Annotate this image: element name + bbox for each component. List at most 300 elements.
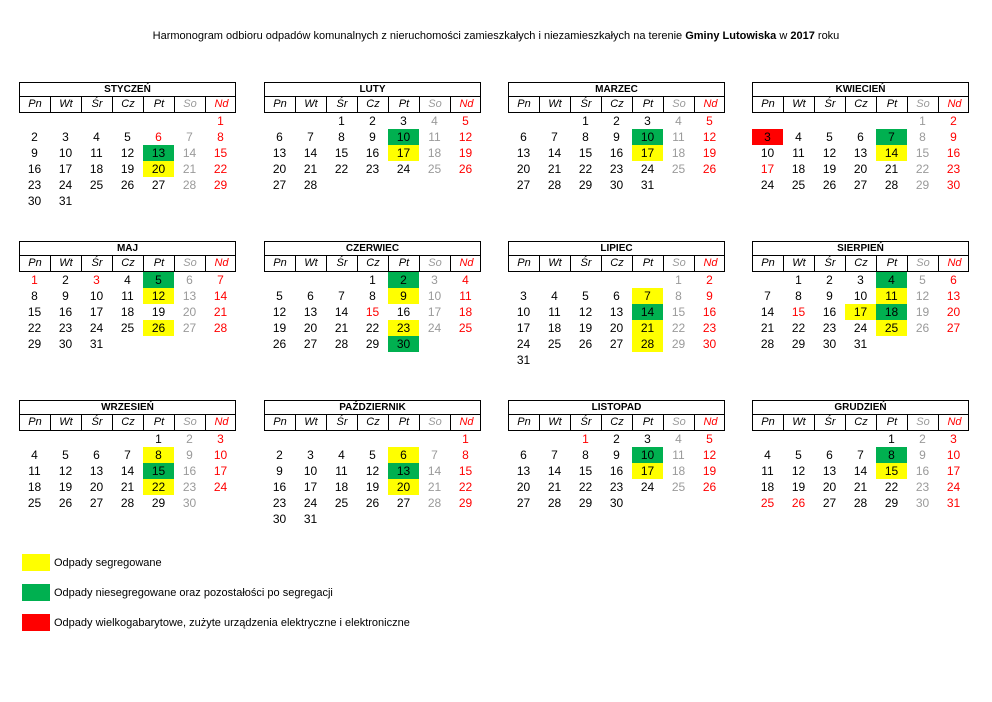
day-cell: 28 (853, 496, 868, 510)
day-cell: 11 (28, 464, 41, 478)
day-cell: 5 (795, 448, 802, 462)
day-cell: 20 (272, 162, 287, 176)
day-cell: 16 (609, 464, 624, 478)
weekday-label: So (664, 97, 695, 112)
day-cell: 20 (303, 321, 318, 335)
weekday-header (508, 255, 725, 272)
day-cell: 25 (671, 480, 686, 494)
day-cell: 16 (272, 480, 287, 494)
day-cell: 26 (58, 496, 73, 510)
day-cell: 20 (516, 480, 531, 494)
day-cell: 15 (213, 146, 228, 160)
title-gmina: Gminy Lutowiska (685, 30, 777, 42)
day-cell: 1 (582, 432, 589, 446)
day-cell: 26 (578, 337, 593, 351)
day-cell: 17 (213, 464, 228, 478)
empty-cell (112, 431, 143, 447)
day-cell: 14 (760, 305, 775, 319)
day-cell: 5 (582, 289, 589, 303)
day-cell: 7 (124, 448, 131, 462)
empty-cell (326, 272, 357, 288)
weekday-label: Nd (947, 257, 962, 269)
day-cell: 17 (89, 305, 104, 319)
day-cell: 4 (551, 289, 558, 303)
days-grid (264, 113, 481, 193)
weekday-header (508, 414, 725, 431)
day-cell: 11 (672, 448, 685, 462)
day-cell: 29 (365, 337, 380, 351)
day-cell: 23 (58, 321, 73, 335)
legend-label: Odpady segregowane (54, 556, 162, 569)
day-cell: 23 (182, 480, 197, 494)
day-cell: 5 (462, 114, 469, 128)
day-cell: 29 (884, 496, 899, 510)
empty-cell (783, 431, 814, 447)
day-cell: 30 (609, 496, 624, 510)
day-cell: 20 (822, 480, 837, 494)
day-cell: 25 (791, 178, 806, 192)
weekday-label: Cz (602, 256, 633, 271)
day-cell: 17 (760, 162, 775, 176)
day-cell: 24 (213, 480, 228, 494)
day-cell: 12 (915, 289, 930, 303)
month-name: GRUDZIEŃ (752, 400, 969, 414)
weekday-label: Cz (358, 415, 389, 430)
day-cell: 26 (120, 178, 135, 192)
day-cell: 6 (520, 130, 527, 144)
empty-cell (508, 431, 539, 447)
day-cell: 24 (640, 162, 655, 176)
day-cell: 13 (516, 464, 531, 478)
days-grid (508, 113, 725, 193)
day-cell: 17 (632, 463, 663, 479)
days-grid (19, 113, 236, 209)
day-cell: 25 (671, 162, 686, 176)
day-cell: 21 (182, 162, 197, 176)
day-cell: 19 (578, 321, 593, 335)
empty-cell (845, 431, 876, 447)
day-cell: 23 (946, 162, 961, 176)
weekday-label: So (664, 256, 695, 271)
day-cell: 30 (946, 178, 961, 192)
empty-cell (752, 113, 783, 129)
day-cell: 20 (516, 162, 531, 176)
weekday-label: Cz (113, 415, 144, 430)
title-suffix: roku (814, 30, 840, 42)
day-cell: 23 (609, 162, 624, 176)
day-cell: 26 (791, 496, 806, 510)
day-cell: 11 (90, 146, 103, 160)
title-middle: w (776, 30, 791, 42)
day-cell: 16 (915, 464, 930, 478)
day-cell: 9 (919, 448, 926, 462)
day-cell: 13 (89, 464, 104, 478)
weekday-label: Śr (82, 415, 113, 430)
day-cell: 18 (671, 146, 686, 160)
day-cell: 3 (400, 114, 407, 128)
day-cell: 6 (388, 447, 419, 463)
empty-cell (876, 113, 907, 129)
day-cell: 17 (58, 162, 73, 176)
day-cell: 18 (671, 464, 686, 478)
day-cell: 3 (431, 273, 438, 287)
empty-cell (357, 431, 388, 447)
day-cell: 24 (427, 321, 442, 335)
weekday-label: Pt (633, 97, 664, 112)
day-cell: 22 (143, 479, 174, 495)
day-cell: 24 (640, 480, 655, 494)
weekday-label: Nd (703, 416, 718, 428)
month-name: MAJ (19, 241, 236, 255)
day-cell: 27 (303, 337, 318, 351)
weekday-header (264, 414, 481, 431)
day-cell: 7 (551, 130, 558, 144)
day-cell: 31 (853, 337, 868, 351)
day-cell: 18 (791, 162, 806, 176)
day-cell: 30 (702, 337, 717, 351)
day-cell: 22 (671, 321, 686, 335)
day-cell: 1 (675, 273, 682, 287)
day-cell: 3 (752, 129, 783, 145)
month-calendar (508, 400, 725, 511)
day-cell: 14 (182, 146, 197, 160)
day-cell: 10 (516, 305, 531, 319)
day-cell: 9 (613, 448, 620, 462)
day-cell: 12 (702, 448, 717, 462)
legend-label: Odpady wielkogabarytowe, zużyte urządzenia elektryczne i elektroniczne (54, 616, 410, 629)
month-name: LUTY (264, 82, 481, 96)
weekday-label: Śr (815, 97, 846, 112)
month-name: WRZESIEŃ (19, 400, 236, 414)
day-cell: 28 (120, 496, 135, 510)
legend-swatch (22, 584, 50, 601)
day-cell: 24 (303, 496, 318, 510)
day-cell: 11 (672, 130, 685, 144)
legend-swatch (22, 614, 50, 631)
month-name: MARZEC (508, 82, 725, 96)
day-cell: 18 (89, 162, 104, 176)
day-cell: 4 (93, 130, 100, 144)
day-cell: 2 (919, 432, 926, 446)
day-cell: 27 (516, 178, 531, 192)
day-cell: 4 (876, 272, 907, 288)
day-cell: 18 (876, 304, 907, 320)
weekday-label: Pt (144, 97, 175, 112)
weekday-label: Cz (846, 415, 877, 430)
day-cell: 2 (706, 273, 713, 287)
weekday-label: Śr (82, 97, 113, 112)
day-cell: 7 (431, 448, 438, 462)
day-cell: 8 (919, 130, 926, 144)
day-cell: 21 (547, 162, 562, 176)
day-cell: 18 (427, 146, 442, 160)
day-cell: 23 (702, 321, 717, 335)
day-cell: 23 (915, 480, 930, 494)
empty-cell (50, 113, 81, 129)
day-cell: 14 (632, 304, 663, 320)
day-cell: 13 (822, 464, 837, 478)
day-cell: 6 (93, 448, 100, 462)
weekday-header (264, 96, 481, 113)
day-cell: 19 (151, 305, 166, 319)
weekday-label: Nd (703, 257, 718, 269)
day-cell: 25 (458, 321, 473, 335)
day-cell: 14 (213, 289, 228, 303)
weekday-label: So (908, 415, 939, 430)
day-cell: 7 (632, 288, 663, 304)
weekday-label: Wt (540, 415, 571, 430)
weekday-label: Nd (214, 257, 229, 269)
weekday-label: Pt (877, 97, 908, 112)
day-cell: 10 (946, 448, 961, 462)
weekday-header (752, 414, 969, 431)
day-cell: 2 (613, 114, 620, 128)
day-cell: 17 (632, 145, 663, 161)
month-name: PAŹDZIERNIK (264, 400, 481, 414)
day-cell: 11 (121, 289, 134, 303)
weekday-label: Pt (633, 415, 664, 430)
weekday-label: Nd (947, 416, 962, 428)
day-cell: 10 (213, 448, 228, 462)
day-cell: 8 (462, 448, 469, 462)
day-cell: 1 (217, 114, 224, 128)
day-cell: 31 (640, 178, 655, 192)
day-cell: 22 (884, 480, 899, 494)
weekday-label: Cz (602, 97, 633, 112)
day-cell: 16 (702, 305, 717, 319)
day-cell: 21 (427, 480, 442, 494)
empty-cell (295, 113, 326, 129)
weekday-label: Nd (947, 98, 962, 110)
weekday-label: Wt (51, 97, 82, 112)
day-cell: 25 (334, 496, 349, 510)
day-cell: 19 (58, 480, 73, 494)
empty-cell (601, 272, 632, 288)
empty-cell (81, 113, 112, 129)
weekday-label: Cz (113, 256, 144, 271)
weekday-label: Nd (214, 98, 229, 110)
day-cell: 19 (702, 146, 717, 160)
month-name: STYCZEŃ (19, 82, 236, 96)
weekday-label: Pt (389, 97, 420, 112)
weekday-label: Cz (358, 97, 389, 112)
empty-cell (264, 113, 295, 129)
weekday-label: Śr (327, 97, 358, 112)
month-calendar (752, 82, 969, 193)
day-cell: 18 (458, 305, 473, 319)
day-cell: 7 (876, 129, 907, 145)
day-cell: 30 (609, 178, 624, 192)
day-cell: 29 (671, 337, 686, 351)
day-cell: 16 (58, 305, 73, 319)
day-cell: 16 (365, 146, 380, 160)
day-cell: 9 (388, 288, 419, 304)
day-cell: 8 (582, 448, 589, 462)
weekday-label: Pt (389, 415, 420, 430)
day-cell: 29 (915, 178, 930, 192)
day-cell: 19 (822, 162, 837, 176)
month-calendar (19, 82, 236, 209)
days-grid (752, 272, 969, 352)
day-cell: 27 (89, 496, 104, 510)
day-cell: 22 (915, 162, 930, 176)
weekday-label: Pt (877, 415, 908, 430)
day-cell: 7 (764, 289, 771, 303)
day-cell: 14 (547, 464, 562, 478)
day-cell: 6 (950, 273, 957, 287)
month-calendar (19, 400, 236, 511)
empty-cell (845, 113, 876, 129)
day-cell: 15 (671, 305, 686, 319)
day-cell: 3 (857, 273, 864, 287)
day-cell: 22 (365, 321, 380, 335)
day-cell: 8 (675, 289, 682, 303)
day-cell: 9 (826, 289, 833, 303)
empty-cell (19, 113, 50, 129)
legend-item (22, 614, 410, 631)
day-cell: 29 (27, 337, 42, 351)
day-cell: 13 (272, 146, 287, 160)
day-cell: 15 (876, 463, 907, 479)
weekday-label: So (420, 256, 451, 271)
day-cell: 5 (143, 272, 174, 288)
day-cell: 2 (950, 114, 957, 128)
day-cell: 29 (151, 496, 166, 510)
day-cell: 14 (547, 146, 562, 160)
weekday-label: Pn (265, 97, 296, 112)
day-cell: 4 (675, 114, 682, 128)
day-cell: 21 (334, 321, 349, 335)
day-cell: 8 (31, 289, 38, 303)
day-cell: 18 (120, 305, 135, 319)
weekday-label: Wt (51, 415, 82, 430)
day-cell: 30 (822, 337, 837, 351)
weekday-label: Wt (540, 256, 571, 271)
day-cell: 3 (93, 273, 100, 287)
weekday-label: Pn (20, 256, 51, 271)
weekday-label: Cz (602, 415, 633, 430)
legend-swatch (22, 554, 50, 571)
weekday-label: Cz (846, 256, 877, 271)
day-cell: 19 (365, 480, 380, 494)
month-calendar (264, 82, 481, 193)
day-cell: 25 (27, 496, 42, 510)
day-cell: 24 (760, 178, 775, 192)
weekday-label: So (908, 97, 939, 112)
weekday-label: Śr (327, 256, 358, 271)
day-cell: 26 (822, 178, 837, 192)
day-cell: 4 (124, 273, 131, 287)
weekday-label: Cz (846, 97, 877, 112)
empty-cell (570, 272, 601, 288)
day-cell: 25 (547, 337, 562, 351)
day-cell: 18 (760, 480, 775, 494)
day-cell: 12 (458, 130, 473, 144)
day-cell: 21 (632, 320, 663, 336)
day-cell: 27 (272, 178, 287, 192)
day-cell: 1 (888, 432, 895, 446)
day-cell: 11 (548, 305, 561, 319)
day-cell: 28 (182, 178, 197, 192)
day-cell: 16 (396, 305, 411, 319)
day-cell: 23 (365, 162, 380, 176)
legend-item (22, 554, 162, 571)
empty-cell (264, 272, 295, 288)
day-cell: 13 (946, 289, 961, 303)
day-cell: 7 (338, 289, 345, 303)
day-cell: 23 (822, 321, 837, 335)
day-cell: 27 (946, 321, 961, 335)
day-cell: 10 (89, 289, 104, 303)
day-cell: 23 (388, 320, 419, 336)
weekday-label: Pn (753, 415, 784, 430)
day-cell: 26 (702, 162, 717, 176)
days-grid (264, 272, 481, 352)
weekday-label: Cz (113, 97, 144, 112)
month-calendar (264, 241, 481, 352)
weekday-label: Pn (509, 256, 540, 271)
day-cell: 23 (272, 496, 287, 510)
weekday-label: Pn (509, 97, 540, 112)
day-cell: 2 (388, 272, 419, 288)
weekday-label: Śr (327, 415, 358, 430)
weekday-label: Pn (265, 256, 296, 271)
day-cell: 6 (186, 273, 193, 287)
weekday-label: Pt (877, 256, 908, 271)
day-cell: 1 (369, 273, 376, 287)
month-name: KWIECIEŃ (752, 82, 969, 96)
day-cell: 22 (791, 321, 806, 335)
empty-cell (539, 272, 570, 288)
day-cell: 4 (338, 448, 345, 462)
day-cell: 12 (578, 305, 593, 319)
day-cell: 17 (516, 321, 531, 335)
day-cell: 24 (946, 480, 961, 494)
day-cell: 11 (428, 130, 441, 144)
day-cell: 6 (857, 130, 864, 144)
day-cell: 17 (388, 145, 419, 161)
day-cell: 30 (182, 496, 197, 510)
days-grid (752, 431, 969, 511)
day-cell: 13 (388, 463, 419, 479)
day-cell: 5 (706, 114, 713, 128)
weekday-label: Śr (571, 415, 602, 430)
day-cell: 9 (369, 130, 376, 144)
day-cell: 6 (276, 130, 283, 144)
day-cell: 13 (516, 146, 531, 160)
empty-cell (508, 113, 539, 129)
month-calendar (508, 82, 725, 193)
weekday-label: So (175, 415, 206, 430)
day-cell: 6 (613, 289, 620, 303)
day-cell: 24 (89, 321, 104, 335)
day-cell: 30 (388, 336, 419, 352)
weekday-label: Wt (540, 97, 571, 112)
weekday-label: Wt (296, 415, 327, 430)
day-cell: 1 (31, 273, 38, 287)
empty-cell (632, 272, 663, 288)
day-cell: 21 (547, 480, 562, 494)
weekday-label: So (908, 256, 939, 271)
day-cell: 26 (365, 496, 380, 510)
day-cell: 1 (338, 114, 345, 128)
day-cell: 29 (458, 496, 473, 510)
day-cell: 20 (182, 305, 197, 319)
day-cell: 4 (462, 273, 469, 287)
day-cell: 18 (334, 480, 349, 494)
day-cell: 18 (547, 321, 562, 335)
day-cell: 19 (120, 162, 135, 176)
